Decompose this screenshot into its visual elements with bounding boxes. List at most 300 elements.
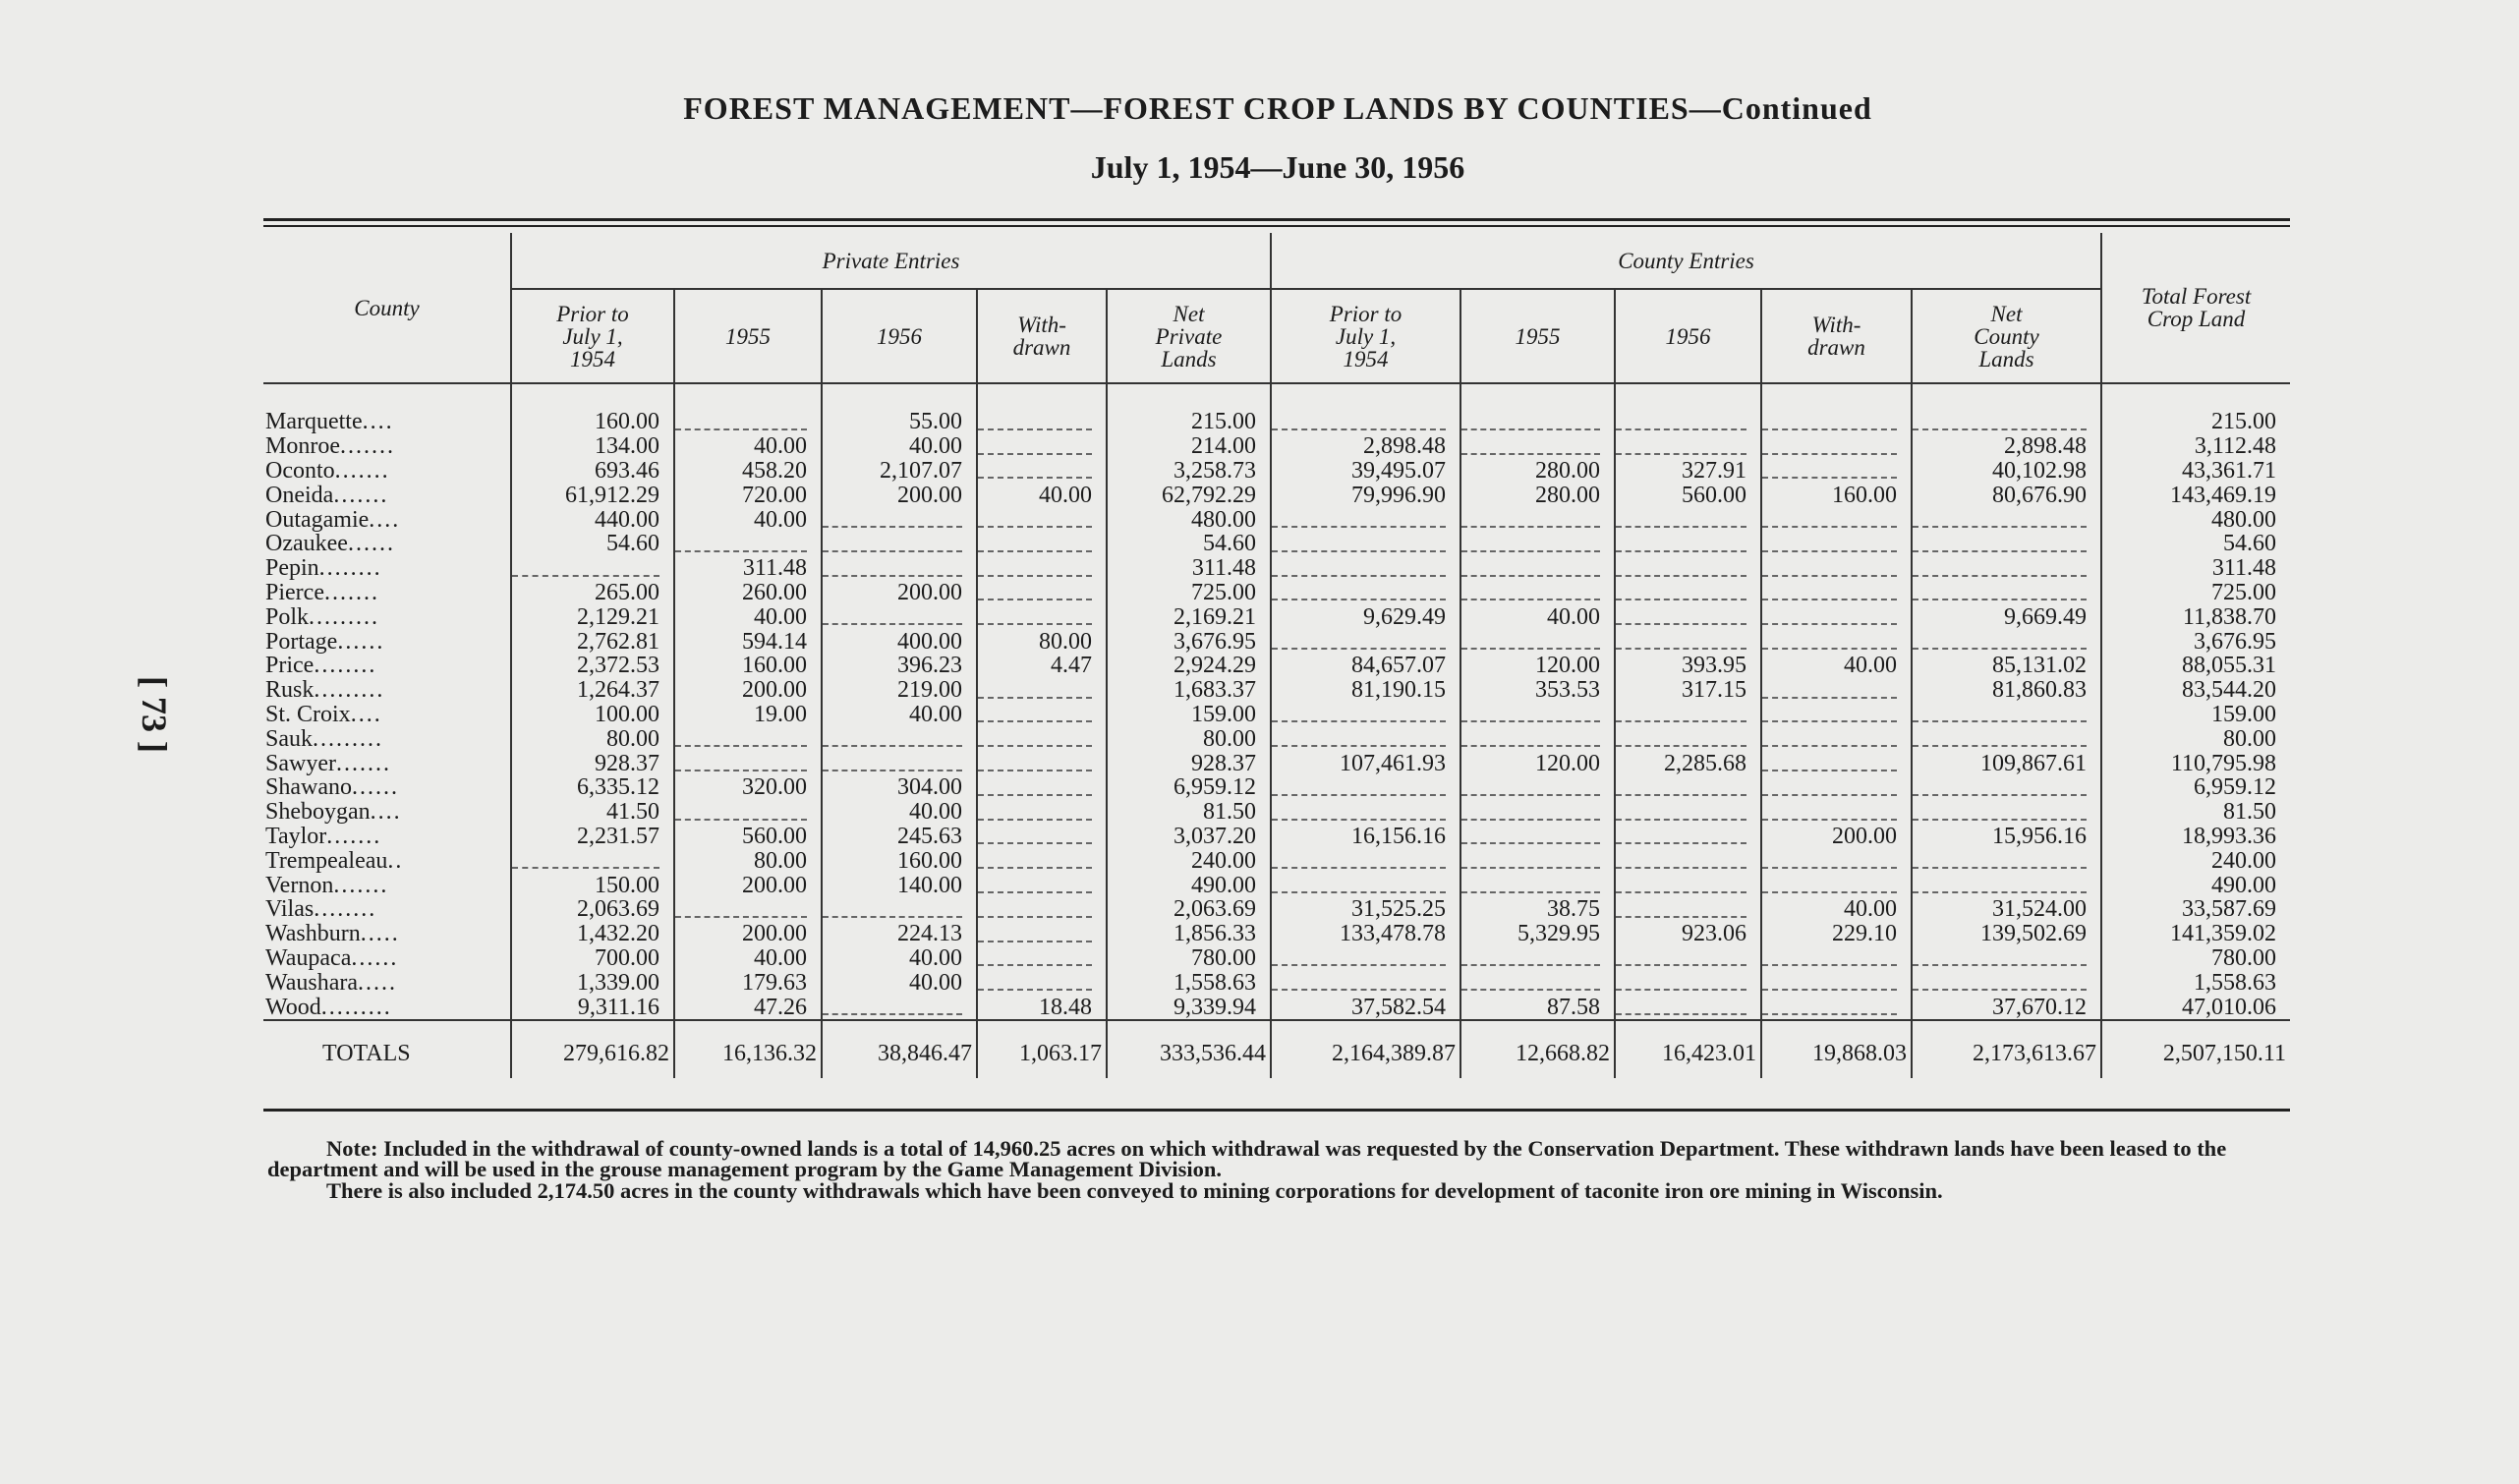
empty-dash <box>1461 709 1600 722</box>
cell-private-prior: 1,432.20 <box>511 922 674 946</box>
empty-dash <box>978 709 1092 722</box>
cell-private-withdrawn <box>977 581 1107 605</box>
cell-county-withdrawn <box>1761 873 1912 897</box>
empty-dash <box>1762 758 1897 771</box>
cell-county-prior: 81,190.15 <box>1271 678 1460 703</box>
cell-county-withdrawn <box>1761 629 1912 654</box>
empty-dash <box>978 904 1092 918</box>
cell-net-private: 725.00 <box>1107 581 1271 605</box>
header-total: Total Forest Crop Land <box>2101 233 2290 383</box>
cell-net-county: 9,669.49 <box>1912 604 2101 629</box>
empty-dash <box>1272 807 1446 821</box>
empty-dash <box>1461 441 1600 455</box>
empty-dash <box>823 758 962 771</box>
spacer-cell <box>511 383 674 410</box>
cell-private-prior: 61,912.29 <box>511 483 674 507</box>
cell-county-1956 <box>1615 946 1761 971</box>
cell-county-prior <box>1271 703 1460 727</box>
cell-private-withdrawn <box>977 946 1107 971</box>
header-net-private: Net Private Lands <box>1107 289 1271 383</box>
empty-dash <box>1272 539 1446 552</box>
cell-county-prior <box>1271 556 1460 581</box>
cell-total: 215.00 <box>2101 410 2290 434</box>
cell-total: 3,676.95 <box>2101 629 2290 654</box>
cell-private-1955: 40.00 <box>674 434 822 459</box>
empty-dash <box>1913 855 2087 869</box>
cell-total: 80.00 <box>2101 726 2290 751</box>
empty-dash <box>1913 952 2087 966</box>
empty-dash <box>978 929 1092 942</box>
cell-private-prior: 1,264.37 <box>511 678 674 703</box>
cell-net-private: 215.00 <box>1107 410 1271 434</box>
cell-net-county: 40,102.98 <box>1912 459 2101 484</box>
empty-dash <box>1461 830 1600 844</box>
cell-private-1955 <box>674 751 822 775</box>
leader-dots: ....... <box>326 823 382 849</box>
cell-private-1956: 245.63 <box>822 825 977 849</box>
leader-dots: .... <box>350 701 382 727</box>
cell-county-prior <box>1271 410 1460 434</box>
cell-county-withdrawn <box>1761 507 1912 532</box>
cell-net-private: 3,037.20 <box>1107 825 1271 849</box>
cell-county-withdrawn <box>1761 532 1912 556</box>
cell-county-1955 <box>1460 946 1615 971</box>
cell-private-withdrawn <box>977 970 1107 995</box>
cell-county <box>263 970 511 995</box>
empty-dash <box>1272 782 1446 796</box>
cell-private-withdrawn <box>977 922 1107 946</box>
cell-county-1955 <box>1460 581 1615 605</box>
cell-county-prior: 133,478.78 <box>1271 922 1460 946</box>
empty-dash <box>1762 636 1897 650</box>
cell-county-1956 <box>1615 873 1761 897</box>
cell-county-1956 <box>1615 703 1761 727</box>
cell-county-withdrawn <box>1761 751 1912 775</box>
cell-total: 159.00 <box>2101 703 2290 727</box>
empty-dash <box>823 1001 962 1015</box>
cell-private-1955: 320.00 <box>674 775 822 800</box>
cell-private-1956: 160.00 <box>822 848 977 873</box>
county-name: Vernon <box>265 872 334 898</box>
empty-dash <box>1762 514 1897 528</box>
cell-county <box>263 726 511 751</box>
cell-private-1955: 40.00 <box>674 604 822 629</box>
cell-county <box>263 556 511 581</box>
cell-private-1955: 311.48 <box>674 556 822 581</box>
cell-private-withdrawn <box>977 703 1107 727</box>
empty-dash <box>675 417 807 430</box>
cell-net-county: 80,676.90 <box>1912 483 2101 507</box>
table-row <box>263 873 2290 897</box>
empty-dash <box>1616 1001 1746 1015</box>
cell-private-prior <box>511 556 674 581</box>
header-net-county: Net County Lands <box>1912 289 2101 383</box>
cell-net-county: 81,860.83 <box>1912 678 2101 703</box>
cell-private-1956: 224.13 <box>822 922 977 946</box>
cell-county <box>263 897 511 922</box>
table-row <box>263 410 2290 434</box>
table-body <box>263 383 2290 1078</box>
spacer-cell <box>2101 383 2290 410</box>
cell-private-prior: 6,335.12 <box>511 775 674 800</box>
cell-private-1956 <box>822 556 977 581</box>
empty-dash <box>1272 587 1446 600</box>
cell-net-county: 109,867.61 <box>1912 751 2101 775</box>
empty-dash <box>1616 611 1746 625</box>
cell-private-1956 <box>822 507 977 532</box>
cell-county-1955: 120.00 <box>1460 654 1615 678</box>
spacer-cell <box>977 383 1107 410</box>
empty-dash <box>1762 685 1897 699</box>
empty-dash <box>1762 563 1897 577</box>
cell-county-withdrawn <box>1761 604 1912 629</box>
cell-county <box>263 581 511 605</box>
header-private-prior: Prior to July 1, 1954 <box>511 289 674 383</box>
cell-net-county <box>1912 410 2101 434</box>
header-county-1956: 1956 <box>1615 289 1761 383</box>
cell-county-1955: 120.00 <box>1460 751 1615 775</box>
county-name: Trempealeau <box>265 847 388 874</box>
cell-county-1955 <box>1460 848 1615 873</box>
cell-private-1955: 47.26 <box>674 995 822 1020</box>
cell-private-1956: 2,107.07 <box>822 459 977 484</box>
empty-dash <box>1461 952 1600 966</box>
cell-county-1955 <box>1460 556 1615 581</box>
cell-county-withdrawn: 229.10 <box>1761 922 1912 946</box>
cell-net-private: 214.00 <box>1107 434 1271 459</box>
empty-dash <box>1762 465 1897 479</box>
cell-private-1955 <box>674 897 822 922</box>
leader-dots: .... <box>369 506 401 533</box>
cell-net-county <box>1912 848 2101 873</box>
cell-county-prior <box>1271 946 1460 971</box>
cell-private-1955: 594.14 <box>674 629 822 654</box>
leader-dots: ....... <box>334 457 390 484</box>
cell-private-1956: 200.00 <box>822 581 977 605</box>
empty-dash <box>1616 441 1746 455</box>
cell-total: 240.00 <box>2101 848 2290 873</box>
cell-county <box>263 654 511 678</box>
cell-net-county <box>1912 703 2101 727</box>
empty-dash <box>978 539 1092 552</box>
cell-private-1955: 179.63 <box>674 970 822 995</box>
cell-net-private: 480.00 <box>1107 507 1271 532</box>
empty-dash <box>675 904 807 918</box>
county-name: Waupaca <box>265 944 352 971</box>
cell-county-prior <box>1271 775 1460 800</box>
totals-row <box>263 1020 2290 1078</box>
total-private-prior: 279,616.82 <box>511 1020 674 1078</box>
empty-dash <box>978 514 1092 528</box>
cell-county-1956: 560.00 <box>1615 483 1761 507</box>
cell-county-1956 <box>1615 581 1761 605</box>
empty-dash <box>1461 733 1600 747</box>
empty-dash <box>823 733 962 747</box>
empty-dash <box>978 465 1092 479</box>
cell-county <box>263 604 511 629</box>
table-row <box>263 532 2290 556</box>
spacer-cell <box>1912 383 2101 410</box>
table-row <box>263 775 2290 800</box>
cell-county-withdrawn <box>1761 848 1912 873</box>
empty-dash <box>978 977 1092 991</box>
cell-county-1955: 280.00 <box>1460 459 1615 484</box>
county-name: Pepin <box>265 555 319 582</box>
cell-total: 83,544.20 <box>2101 678 2290 703</box>
empty-dash <box>1762 441 1897 455</box>
cell-county <box>263 629 511 654</box>
cell-county-1955 <box>1460 970 1615 995</box>
empty-dash <box>1272 977 1446 991</box>
table-row <box>263 825 2290 849</box>
note-1-text: Note: Included in the withdrawal of county-owned lands is a total of 14,960.25 acres on which withdrawal was requested by the Conservation Department. These withdrawn lands have been leased to the department and will be used in the grouse management program by the Game Management Division. <box>267 1136 2227 1181</box>
cell-total: 480.00 <box>2101 507 2290 532</box>
leader-dots: ......... <box>320 994 392 1020</box>
cell-private-1955: 200.00 <box>674 922 822 946</box>
cell-net-county <box>1912 581 2101 605</box>
cell-county <box>263 995 511 1020</box>
page-title: FOREST MANAGEMENT—FOREST CROP LANDS BY COUNTIES—Continued <box>683 90 1872 126</box>
cell-private-prior: 9,311.16 <box>511 995 674 1020</box>
cell-total: 141,359.02 <box>2101 922 2290 946</box>
cell-county-withdrawn: 160.00 <box>1761 483 1912 507</box>
leader-dots: ........ <box>318 555 382 582</box>
county-name: Shawano <box>265 774 352 801</box>
empty-dash <box>1616 514 1746 528</box>
cell-private-withdrawn <box>977 873 1107 897</box>
cell-private-1956: 55.00 <box>822 410 977 434</box>
cell-private-1956: 40.00 <box>822 800 977 825</box>
county-name: Wood <box>265 994 321 1020</box>
cell-county-1956 <box>1615 410 1761 434</box>
empty-dash <box>1616 952 1746 966</box>
cell-county <box>263 922 511 946</box>
cell-private-1955: 80.00 <box>674 848 822 873</box>
cell-county <box>263 507 511 532</box>
cell-county-1955 <box>1460 825 1615 849</box>
cell-total: 18,993.36 <box>2101 825 2290 849</box>
cell-total: 490.00 <box>2101 873 2290 897</box>
cell-county-withdrawn <box>1761 775 1912 800</box>
total-county-1956: 16,423.01 <box>1615 1020 1761 1078</box>
cell-county-1956 <box>1615 897 1761 922</box>
cell-private-prior: 2,762.81 <box>511 629 674 654</box>
empty-dash <box>823 904 962 918</box>
cell-total: 110,795.98 <box>2101 751 2290 775</box>
spacer-cell <box>1460 383 1615 410</box>
spacer-cell <box>674 383 822 410</box>
cell-county-1955 <box>1460 434 1615 459</box>
cell-net-county: 139,502.69 <box>1912 922 2101 946</box>
empty-dash <box>1461 514 1600 528</box>
empty-dash <box>823 539 962 552</box>
cell-private-withdrawn <box>977 726 1107 751</box>
table-row <box>263 434 2290 459</box>
cell-private-1955: 200.00 <box>674 678 822 703</box>
table-row <box>263 581 2290 605</box>
cell-county-prior: 9,629.49 <box>1271 604 1460 629</box>
cell-private-withdrawn <box>977 848 1107 873</box>
cell-county-1955: 87.58 <box>1460 995 1615 1020</box>
cell-private-withdrawn <box>977 751 1107 775</box>
cell-net-private: 1,558.63 <box>1107 970 1271 995</box>
empty-dash <box>1461 587 1600 600</box>
cell-net-county <box>1912 556 2101 581</box>
cell-county-prior <box>1271 532 1460 556</box>
page-number: [ 73 ] <box>135 676 174 753</box>
county-name: Oconto <box>265 457 335 484</box>
cell-county-prior: 79,996.90 <box>1271 483 1460 507</box>
cell-county-withdrawn <box>1761 995 1912 1020</box>
table-row <box>263 751 2290 775</box>
empty-dash <box>1616 782 1746 796</box>
note-1 <box>267 1138 2302 1179</box>
cell-net-private: 2,063.69 <box>1107 897 1271 922</box>
header-county: County <box>263 233 511 383</box>
county-name: Washburn <box>265 921 361 947</box>
empty-dash <box>1272 952 1446 966</box>
county-name: Sauk <box>265 725 313 752</box>
county-name: Sheboygan <box>265 799 371 826</box>
empty-dash <box>978 733 1092 747</box>
cell-private-withdrawn: 18.48 <box>977 995 1107 1020</box>
cell-private-1955: 458.20 <box>674 459 822 484</box>
cell-county <box>263 751 511 775</box>
cell-county-withdrawn <box>1761 410 1912 434</box>
spacer-row <box>263 383 2290 410</box>
cell-total: 3,112.48 <box>2101 434 2290 459</box>
cell-county <box>263 775 511 800</box>
empty-dash <box>1616 563 1746 577</box>
cell-private-1956 <box>822 532 977 556</box>
empty-dash <box>978 830 1092 844</box>
total-county-1955: 12,668.82 <box>1460 1020 1615 1078</box>
county-name: Ozaukee <box>265 531 348 557</box>
empty-dash <box>1762 807 1897 821</box>
cell-county-withdrawn <box>1761 726 1912 751</box>
leader-dots: ......... <box>309 603 380 630</box>
table-row <box>263 703 2290 727</box>
cell-county <box>263 946 511 971</box>
empty-dash <box>1461 880 1600 893</box>
empty-dash <box>1913 563 2087 577</box>
cell-county-prior: 37,582.54 <box>1271 995 1460 1020</box>
empty-dash <box>1616 709 1746 722</box>
cell-net-private: 3,258.73 <box>1107 459 1271 484</box>
county-name: Vilas <box>265 896 315 923</box>
cell-county-1956 <box>1615 604 1761 629</box>
empty-dash <box>1272 417 1446 430</box>
cell-net-private: 9,339.94 <box>1107 995 1271 1020</box>
cell-private-1956: 219.00 <box>822 678 977 703</box>
cell-private-1956: 140.00 <box>822 873 977 897</box>
cell-total: 47,010.06 <box>2101 995 2290 1020</box>
cell-private-1955 <box>674 800 822 825</box>
cell-private-1955: 160.00 <box>674 654 822 678</box>
cell-private-1956 <box>822 604 977 629</box>
cell-county-1956 <box>1615 825 1761 849</box>
cell-county-1956: 327.91 <box>1615 459 1761 484</box>
cell-private-1955: 720.00 <box>674 483 822 507</box>
header-private-1956: 1956 <box>822 289 977 383</box>
empty-dash <box>1272 733 1446 747</box>
leader-dots: ......... <box>314 677 385 704</box>
cell-county-withdrawn: 200.00 <box>1761 825 1912 849</box>
table-row <box>263 483 2290 507</box>
cell-private-1955: 200.00 <box>674 873 822 897</box>
cell-county <box>263 410 511 434</box>
leader-dots: ........ <box>314 653 377 679</box>
header-private-withdrawn: With-drawn <box>977 289 1107 383</box>
table-row <box>263 507 2290 532</box>
cell-county-1955: 38.75 <box>1460 897 1615 922</box>
cell-total: 11,838.70 <box>2101 604 2290 629</box>
leader-dots: .... <box>370 799 402 826</box>
cell-county-1955 <box>1460 532 1615 556</box>
cell-private-withdrawn <box>977 825 1107 849</box>
cell-county-withdrawn <box>1761 459 1912 484</box>
cell-net-county <box>1912 507 2101 532</box>
cell-county-1956 <box>1615 800 1761 825</box>
spacer-cell <box>1271 383 1460 410</box>
spacer-cell <box>822 383 977 410</box>
cell-county <box>263 483 511 507</box>
cell-private-1956: 200.00 <box>822 483 977 507</box>
empty-dash <box>1762 417 1897 430</box>
empty-dash <box>675 539 807 552</box>
empty-dash <box>1913 782 2087 796</box>
cell-private-1955: 40.00 <box>674 946 822 971</box>
cell-net-private: 159.00 <box>1107 703 1271 727</box>
empty-dash <box>1461 807 1600 821</box>
empty-dash <box>1616 733 1746 747</box>
empty-dash <box>1762 539 1897 552</box>
cell-county-withdrawn <box>1761 946 1912 971</box>
cell-private-prior: 41.50 <box>511 800 674 825</box>
cell-total: 780.00 <box>2101 946 2290 971</box>
cell-net-private: 2,169.21 <box>1107 604 1271 629</box>
cell-county <box>263 873 511 897</box>
cell-county-withdrawn <box>1761 703 1912 727</box>
cell-net-county: 37,670.12 <box>1912 995 2101 1020</box>
cell-net-private: 311.48 <box>1107 556 1271 581</box>
cell-county-prior <box>1271 726 1460 751</box>
cell-private-1956 <box>822 897 977 922</box>
cell-private-prior: 1,339.00 <box>511 970 674 995</box>
leader-dots: ....... <box>323 579 379 605</box>
header-county-withdrawn: With-drawn <box>1761 289 1912 383</box>
county-name: Price <box>265 653 315 679</box>
empty-dash <box>1762 952 1897 966</box>
empty-dash <box>1616 417 1746 430</box>
cell-private-prior: 2,129.21 <box>511 604 674 629</box>
leader-dots: ...... <box>351 774 399 801</box>
cell-private-prior: 700.00 <box>511 946 674 971</box>
empty-dash <box>823 514 962 528</box>
empty-dash <box>1762 855 1897 869</box>
header-county-prior: Prior to July 1, 1954 <box>1271 289 1460 383</box>
cell-net-county <box>1912 775 2101 800</box>
cell-county-prior: 39,495.07 <box>1271 459 1460 484</box>
empty-dash <box>978 611 1092 625</box>
note-2 <box>267 1180 2302 1201</box>
cell-net-county <box>1912 970 2101 995</box>
cell-county-withdrawn: 40.00 <box>1761 897 1912 922</box>
cell-private-1956: 40.00 <box>822 970 977 995</box>
table-row <box>263 459 2290 484</box>
cell-county-withdrawn <box>1761 581 1912 605</box>
empty-dash <box>675 807 807 821</box>
